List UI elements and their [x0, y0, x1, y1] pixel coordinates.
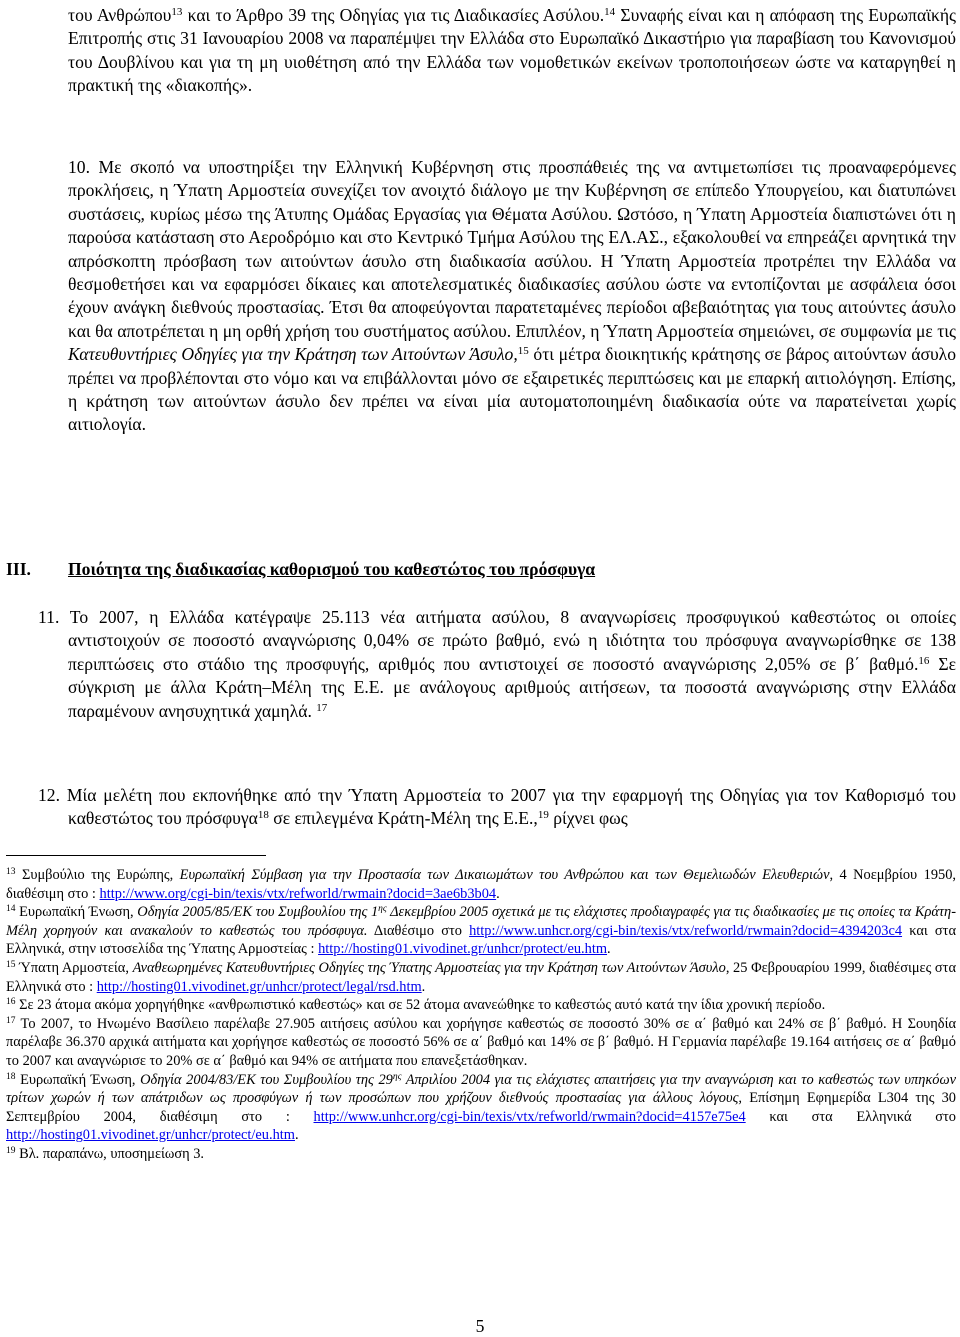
footnote-number: 18: [6, 1071, 16, 1082]
footnote-13: [6, 866, 956, 903]
footnote-number: 16: [6, 997, 16, 1008]
text: ότι μέτρα διοικητικής κράτησης σε βάρος αιτούντων άσυλο πρέπει να προβλέπονται στο νόμο και να επιβάλλονται μόνο σε εξαιρετικές περιπτώσεις και με επαρκή αιτιολόγηση. Επίσης, η κράτηση των αιτούντων άσυλο δεν πρέπει να είναι μία αυτοματοποιημένη διαδικασία ούτε να παρατείνεται χωρίς αιτιολογία.: [68, 344, 956, 435]
text: ρίχνει φως: [548, 808, 628, 829]
footnote-separator: [6, 855, 266, 856]
text: σε επιλεγμένα Κράτη-Μέλη της Ε.Ε.,: [268, 808, 538, 829]
text: Συναφής είναι και η απόφαση της Ευρωπαϊκής Επιτροπής στις 31 Ιανουαρίου 2008 να παραπέμψει την Ελλάδα στο Ευρωπαϊκό Δικαστήριο για παραβίαση του Κανονισμού του Δουβλίνου και για τη μη υιοθέτηση από την Ελλάδα των νομοθετικών εκείνων τροποποιήσεων ώστε να καταργηθεί η πρακτική της «διακοπής».: [68, 5, 956, 96]
text: Διαθέσιμο στο: [367, 922, 470, 939]
italic-title: Οδηγία 2004/83/ΕΚ του Συμβουλίου της 29: [140, 1071, 393, 1088]
italic-title: Κατευθυντήριες Οδηγίες για την Κράτηση των Αιτούντων Άσυλο,: [68, 344, 518, 365]
footnote-18: [6, 1071, 956, 1145]
footnote-17: [6, 1015, 956, 1071]
text: Ευρωπαϊκή Ένωση,: [15, 904, 138, 921]
text: Συμβούλιο της Ευρώπης,: [15, 867, 180, 883]
ordinal-suffix: ης: [378, 904, 387, 915]
text: , 25 Φεβρουαρίου 1999, διαθέσιμες στα Ελληνικά στο :: [6, 959, 957, 995]
footnote-16: [6, 996, 956, 1015]
text: .: [421, 978, 426, 995]
link[interactable]: http://hosting01.vivodinet.gr/unhcr/protect/eu.htm: [6, 1127, 295, 1144]
page-number: 5: [475, 1316, 485, 1336]
link[interactable]: http://www.unhcr.org/cgi-bin/texis/vtx/refworld/rwmain?docid=4157e75e4: [313, 1108, 746, 1125]
text: .: [607, 941, 611, 958]
footnote-ref-18[interactable]: 18: [257, 809, 269, 822]
paragraph-10: [68, 156, 956, 437]
footnote-19: [6, 1145, 956, 1164]
footnote-15: [6, 959, 956, 996]
text: .: [294, 1127, 299, 1144]
link[interactable]: http://hosting01.vivodinet.gr/unhcr/protect/legal/rsd.htm: [96, 978, 422, 995]
paragraph-number: 12.: [38, 785, 60, 805]
text: και το Άρθρο 39 της Οδηγίας για τις Διαδικασίες Ασύλου.: [182, 5, 605, 25]
text: Σε 23 άτομα ακόμα χορηγήθηκε «ανθρωπιστικό καθεστώς» και σε 52 άτομα ανανεώθηκε το καθεστώς αυτό κατά την ίδια χρονική περίοδο.: [15, 997, 826, 1014]
ordinal-suffix: ης: [392, 1071, 402, 1082]
footnote-ref-17[interactable]: 17: [316, 701, 328, 714]
link[interactable]: http://hosting01.vivodinet.gr/unhcr/protect/eu.htm: [318, 941, 608, 958]
text: του Ανθρώπου: [68, 5, 172, 25]
paragraph-number: 10.: [68, 157, 90, 177]
footnote-14: [6, 903, 956, 959]
text: και στα Ελληνικά στο: [745, 1108, 956, 1125]
italic-title: Ευρωπαϊκή Σύμβαση για την Προστασία των Δικαιωμάτων του Ανθρώπου και των Θεμελιωδών Ελευθεριών: [179, 867, 830, 883]
text: Βλ. παραπάνω, υποσημείωση 3.: [15, 1145, 205, 1162]
footnote-number: 19: [6, 1145, 16, 1156]
text: Σε σύγκριση με άλλα Κράτη–Μέλη της Ε.Ε. με ανάλογους αριθμούς αιτήσεων, τα ποσοστά αναγνώρισης στην Ελλάδα παραμένουν ανησυχητικά χαμηλά.: [68, 653, 957, 721]
footnote-number: 15: [6, 959, 16, 970]
footnote-ref-15[interactable]: 15: [517, 345, 529, 358]
text: Με σκοπό να υποστηρίξει την Ελληνική Κυβέρνηση στις προσπάθειές της να αντιμετωπίσει τις προαναφερόμενες προκλήσεις, η Ύπατη Αρμοστεία συνεχίζει τον ανοιχτό διάλογο με την Κυβέρνηση σε επίπεδο Υπουργείου, και διατυπώνει συστάσεις, κυρίως μέσω της Άτυπης Ομάδας Εργασίας για Θέματα Ασύλου. Ωστόσο, η Ύπατη Αρμοστεία διαπιστώνει ότι η παρούσα κατάσταση στο Αεροδρόμιο και στο Κεντρικό Τμήμα Ασύλου της ΕΛ.ΑΣ., εξακολουθεί να επηρεάζει αρνητικά την απρόσκοπτη πρόσβαση των αιτούντων άσυλο στη διαδικασία ασύλου. Η Ύπατη Αρμοστεία προτρέπει την Ελλάδα να θεσμοθετήσει και να εφαρμόσει δίκαιες και αποτελεσματικές διαδικασίες ασύλου ώστε να εντοπίζονται με ασφάλεια όσοι έχουν ανάγκη διεθνούς προστασίας. Έτσι θα αποφεύγονται παρατεταμένες περίοδοι αβεβαιότητας για τους αιτούντες άσυλο και θα αποτρέπεται η μη ορθή χρήση του συστήματος ασύλου. Επιπλέον, η Ύπατη Αρμοστεία σημειώνει, σε συμφωνία με τις: [68, 157, 956, 341]
text: Επίσημη Εφημερίδα L304 της 30 Σεπτεμβρίου 2004, διαθέσιμη στο :: [6, 1090, 956, 1125]
footnote-number: 14: [6, 904, 16, 915]
text: και στα Ελληνικά, στην ιστοσελίδα της Ύπατης Αρμοστείας :: [6, 922, 956, 958]
text: Ευρωπαϊκή Ένωση,: [15, 1071, 141, 1088]
section-heading: [6, 557, 956, 581]
paragraph-continuation: [68, 4, 956, 98]
text: Το 2007, η Ελλάδα κατέγραψε 25.113 νέα αιτήματα ασύλου, 8 αναγνωρίσεις προσφυγικού καθεστώτος οι οποίες αντιστοιχούν σε ποσοστό αναγνώρισης 0,04% σε πρώτο βαθμό, ενώ η ιδιότητα του πρόσφυγα αναγνωρίσθηκε σε 138 περιπτώσεις στο στάδιο της προσφυγής, αριθμός που αντιστοιχεί σε ποσοστό αναγνώρισης 2,05% σε β΄ βαθμό.: [59, 607, 956, 674]
paragraph-11: [38, 606, 956, 723]
section-number: III.: [6, 559, 31, 579]
italic-title: Αναθεωρημένες Κατευθυντήριες Οδηγίες της Ύπατης Αρμοστείας για την Κράτηση των Αιτούντων Άσυλο: [132, 959, 726, 976]
text: Το 2007, το Ηνωμένο Βασίλειο παρέλαβε 27.905 αιτήσεις ασύλου και χορήγησε καθεστώς σε ποσοστό 30% σε α΄ βαθμό και 24% σε β΄ βαθμό. Η Σουηδία παρέλαβε 36.370 αρχικά αιτήματα και χορήγησε καθεστώς σε ποσοστό 56% σε α΄ βαθμό και 14% σε β΄ βαθμό. Η Γερμανία παρέλαβε 19.164 αιτήσεις σε α΄ βαθμό το 2007 και αναγνώρισε το 20% σε α΄ βαθμό και 94% σε αιτήματα που επανεξετάσθηκαν.: [6, 1015, 956, 1069]
section-title: Ποιότητα της διαδικασίας καθορισμού του καθεστώτος του πρόσφυγα: [68, 559, 596, 579]
italic-title: Δεκεμβρίου 2005 σχετικά με τις ελάχιστες προδιαγραφές για τις διαδικασίες με τις οποίες τα Κράτη-Μέλη χορηγούν και ανακαλούν το καθεστώς του πρόσφυγα.: [6, 904, 956, 939]
footnote-ref-13[interactable]: 13: [171, 6, 183, 18]
link[interactable]: http://www.org/cgi-bin/texis/vtx/refworld/rwmain?docid=3ae6b3b04: [99, 885, 497, 902]
footnote-ref-19[interactable]: 19: [537, 809, 549, 822]
paragraph-12: [38, 784, 956, 831]
footnotes: [6, 866, 956, 1164]
footnote-ref-16[interactable]: 16: [918, 654, 930, 667]
paragraph-number: 11.: [38, 607, 60, 627]
footnote-ref-14[interactable]: 14: [604, 6, 616, 18]
text: , 4 Νοεμβρίου 1950, διαθέσιμη στο :: [6, 867, 957, 902]
italic-title: Απριλίου 2004 για τις ελάχιστες απαιτήσεις για την αναγνώριση και το καθεστώς των υπηκόων τρίτων χωρών ή των απάτριδων ως προσφύγων ή των προσώπων που χρήζουν διεθνούς προστασίας για άλλους λόγους,: [6, 1071, 957, 1107]
italic-title: Οδηγία 2005/85/ΕΚ του Συμβουλίου της 1: [137, 904, 379, 921]
text: .: [496, 885, 500, 902]
text: Μία μελέτη που εκπονήθηκε από την Ύπατη Αρμοστεία το 2007 για την εφαρμογή της Οδηγίας για τον Καθορισμό του καθεστώτος του πρόσφυγα: [60, 785, 956, 829]
text: Ύπατη Αρμοστεία,: [15, 959, 133, 976]
link[interactable]: http://www.unhcr.org/cgi-bin/texis/vtx/refworld/rwmain?docid=4394203c4: [469, 922, 903, 939]
footnote-number: 17: [6, 1015, 16, 1026]
footnote-number: 13: [6, 867, 16, 877]
